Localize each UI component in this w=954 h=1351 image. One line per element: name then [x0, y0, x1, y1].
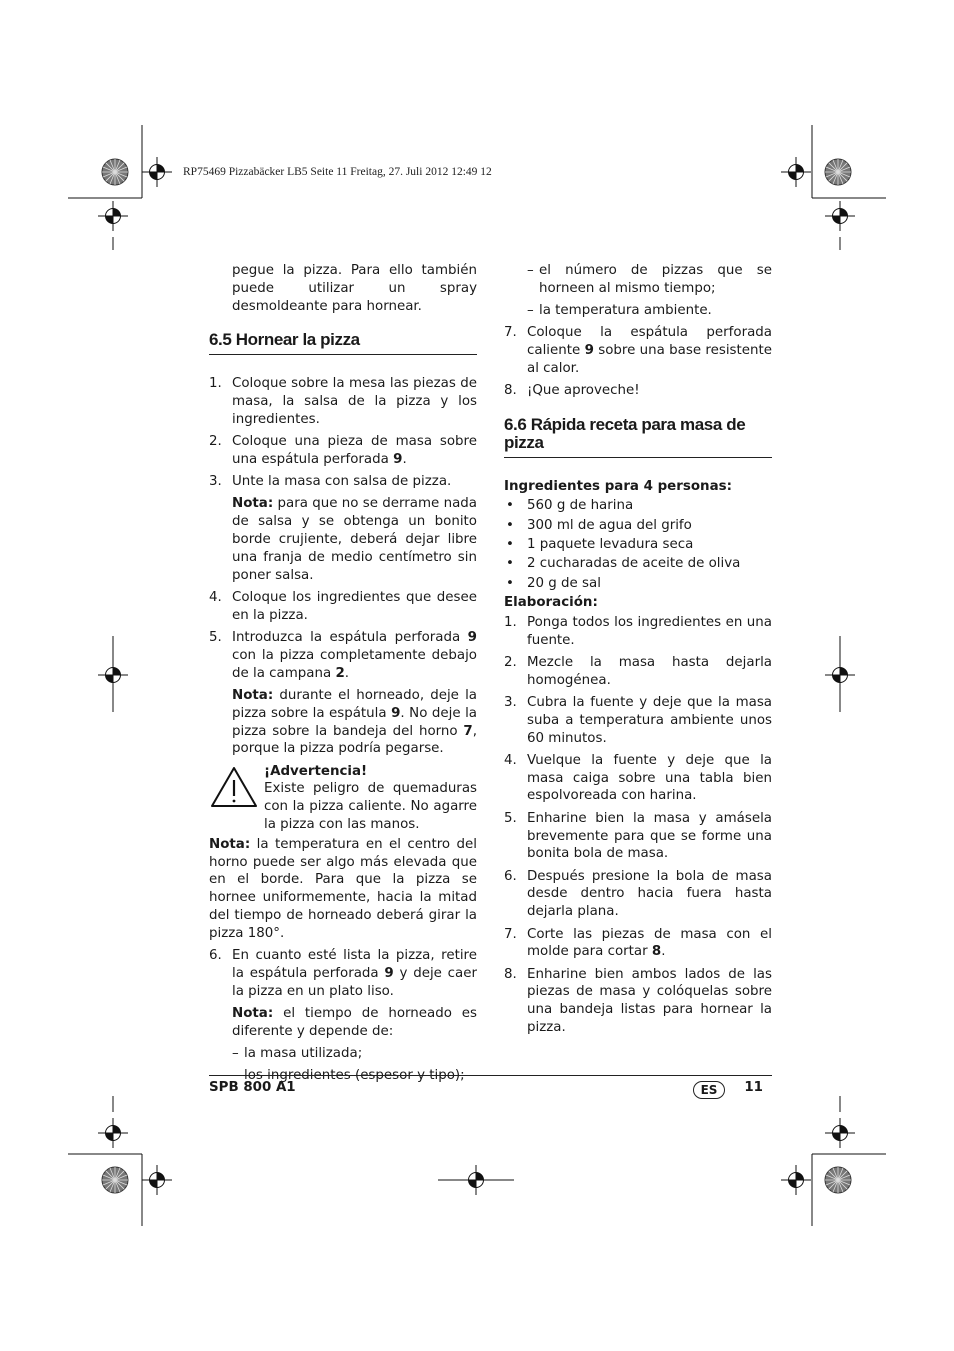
- list-text: ¡Que aproveche!: [527, 383, 640, 399]
- list-item: 5. Enharine bien la masa y amásela brevemente para que se forme una bonita bola de masa.: [504, 810, 772, 862]
- dash-item: – los ingredientes (espesor y tipo);: [232, 1068, 465, 1084]
- warning-block: [209, 763, 477, 834]
- list-number: 4.: [209, 589, 222, 605]
- list-item: [504, 324, 772, 377]
- list-item: 7. Corte las piezas de masa con el molde para cortar 8.: [504, 926, 772, 960]
- preparation-title: Elaboración:: [504, 594, 598, 610]
- ingredients-title: Ingredientes para 4 personas:: [504, 478, 732, 494]
- list-text: Introduzca la espátula perforada 9 con la pizza completamente debajo de la campana 2.: [232, 630, 477, 681]
- ingredient-item: • 2 cucharadas de aceite de oliva: [506, 556, 741, 572]
- list-item: [209, 473, 477, 491]
- section-heading-6-5: 6.5 Hornear la pizza: [209, 331, 477, 355]
- list-number: 5.: [209, 630, 222, 646]
- list-item: 3. Cubra la fuente y deje que la masa suba a temperatura ambiente unos 60 minutos.: [504, 694, 772, 746]
- intro-paragraph: pegue la pizza. Para ello también puede utilizar un spray desmoldeante para hornear.: [232, 263, 477, 314]
- warning-triangle-icon: [209, 763, 264, 834]
- language-badge: ES: [693, 1081, 725, 1099]
- note-paragraph: Nota: para que no se derrame nada de salsa y se obtenga un bonito borde crujiente, deberá dejar libre una franja de medio centímetro sin poner salsa.: [232, 496, 477, 583]
- list-number: 3.: [209, 474, 222, 490]
- note-paragraph: Nota: el tiempo de horneado es diferente y depende de:: [232, 1005, 477, 1039]
- warning-text-block: [264, 763, 477, 834]
- ingredient-item: • 300 ml de agua del grifo: [506, 517, 692, 533]
- list-number: 7.: [504, 325, 517, 341]
- list-number: 8.: [504, 383, 517, 399]
- dash-item: – la masa utilizada;: [232, 1046, 363, 1062]
- list-item: 8. Enharine bien ambos lados de las piezas de masa y colóquelas sobre una bandeja listas para hornear la pizza.: [504, 966, 772, 1035]
- left-column: [209, 262, 477, 1090]
- list-item: [504, 382, 772, 400]
- dash-item: – el número de pizzas que se horneen al mismo tiempo;: [527, 263, 772, 296]
- list-number: 6.: [209, 948, 222, 964]
- list-item: 6. Después presione la bola de masa desde dentro hacia fuera hasta dejarla plana.: [504, 868, 772, 920]
- print-slug-line: RP75469 Pizzabäcker LB5 Seite 11 Freitag, 27. Juli 2012 12:49 12: [183, 166, 492, 178]
- warning-text: Existe peligro de quemaduras con la pizza caliente. No agarre la pizza con las manos.: [264, 781, 477, 833]
- ingredient-item: • 20 g de sal: [506, 575, 601, 591]
- list-text: Coloque sobre la mesa las piezas de masa, la salsa de la pizza y los ingredientes.: [232, 376, 477, 427]
- model-number: SPB 800 A1: [209, 1080, 296, 1095]
- list-item: [209, 375, 477, 428]
- ingredient-item: • 560 g de harina: [506, 498, 634, 514]
- right-column: [504, 262, 772, 1041]
- list-item: 4. Vuelque la fuente y deje que la masa caiga sobre una tabla bien espolvoreada con harina.: [504, 752, 772, 804]
- list-item: [209, 433, 477, 469]
- warning-title: ¡Advertencia!: [264, 763, 368, 779]
- list-number: 2.: [209, 434, 222, 450]
- list-text: Coloque la espátula perforada caliente 9 sobre una base resistente al calor.: [527, 325, 772, 376]
- note-paragraph: Nota: durante el horneado, deje la pizza sobre la espátula 9. No deje la pizza sobre la bandeja del horno 7, porque la pizza podría pegarse.: [232, 687, 477, 757]
- list-number: 1.: [209, 376, 222, 392]
- page-number: 11: [744, 1080, 763, 1095]
- list-text: Unte la masa con salsa de pizza.: [232, 474, 452, 490]
- list-item: 2. Mezcle la masa hasta dejarla homogénea.: [504, 654, 772, 688]
- list-item: [209, 947, 477, 1000]
- list-text: Coloque una pieza de masa sobre una espátula perforada 9.: [232, 434, 477, 467]
- dash-item: – la temperatura ambiente.: [527, 303, 712, 319]
- note-paragraph: Nota: la temperatura en el centro del horno puede ser algo más elevada que en el borde. Para que la pizza se hornee uniformemente, hacia la mitad del tiempo de horneado deberá girar la pizza 180°.: [209, 836, 477, 941]
- list-item: 1. Ponga todos los ingredientes en una fuente.: [504, 614, 772, 648]
- section-heading-6-6: 6.6 Rápida receta para masa de pizza: [504, 416, 772, 458]
- list-text: Coloque los ingredientes que desee en la pizza.: [232, 589, 477, 623]
- ingredient-item: • 1 paquete levadura seca: [506, 537, 694, 553]
- list-text: En cuanto esté lista la pizza, retire la espátula perforada 9 y deje caer la pizza en un plato liso.: [232, 948, 477, 999]
- list-item: [209, 589, 477, 625]
- list-item: [209, 629, 477, 682]
